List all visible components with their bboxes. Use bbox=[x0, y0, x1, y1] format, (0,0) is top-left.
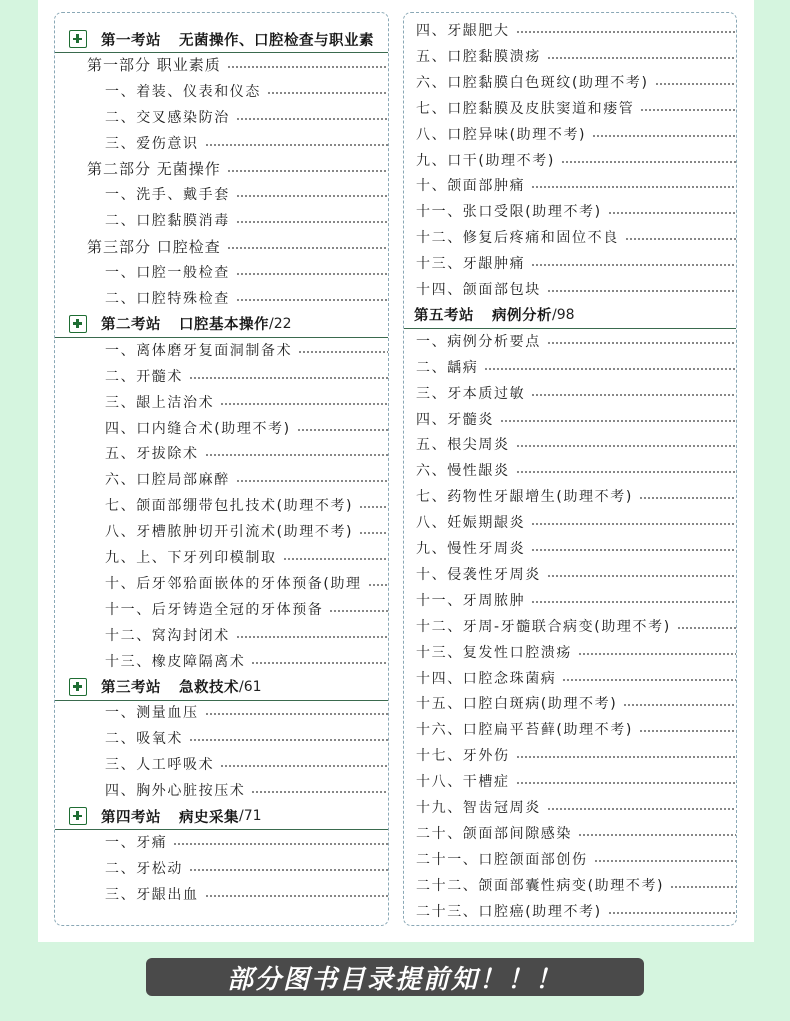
entry-label: 十九、智齿冠周炎 bbox=[416, 800, 541, 816]
entry-label: 十、后牙邻𬌗面嵌体的牙体预备(助理 bbox=[105, 575, 362, 592]
toc-entry-row[interactable] bbox=[55, 389, 388, 415]
entry-label: 十二、牙周-牙髓联合病变(助理不考) bbox=[416, 618, 671, 635]
leader-dots bbox=[251, 791, 388, 793]
toc-entry-row[interactable] bbox=[55, 440, 388, 466]
entry-label: 二十二、颌面部囊性病变(助理不考) bbox=[416, 877, 665, 894]
toc-entry-row[interactable] bbox=[55, 337, 388, 363]
plus-square-icon bbox=[69, 678, 87, 696]
plus-square-icon bbox=[69, 315, 87, 333]
entry-label: 二、开髓术 bbox=[105, 368, 183, 385]
entry-label: 四、胸外心脏按压术 bbox=[105, 783, 246, 800]
station-label: 第四考站 bbox=[101, 809, 161, 826]
station-header[interactable] bbox=[55, 311, 388, 338]
toc-entry-row[interactable] bbox=[55, 699, 388, 725]
leader-dots bbox=[547, 808, 736, 810]
entry-label: 十四、口腔念珠菌病 bbox=[416, 670, 557, 687]
leader-dots bbox=[189, 377, 388, 379]
entry-label: 七、颌面部绷带包扎技术(助理不考) bbox=[105, 498, 354, 515]
leader-dots bbox=[516, 31, 736, 33]
toc-entry-row[interactable] bbox=[404, 846, 736, 872]
toc-entry-row[interactable] bbox=[55, 881, 388, 907]
entry-label: 十一、牙周脓肿 bbox=[416, 592, 526, 609]
leader-dots bbox=[547, 57, 736, 59]
leader-dots bbox=[531, 523, 736, 525]
toc-entry-row[interactable] bbox=[55, 130, 388, 156]
toc-entry-row[interactable] bbox=[55, 596, 388, 622]
entry-label: 十五、口腔白斑病(助理不考) bbox=[416, 696, 618, 713]
station-title: 无菌操作、口腔检查与职业素 bbox=[179, 32, 374, 49]
toc-entry-row[interactable] bbox=[55, 259, 388, 285]
entry-label: 五、牙拔除术 bbox=[105, 446, 199, 463]
leader-dots bbox=[189, 739, 388, 741]
toc-part-row[interactable] bbox=[55, 233, 388, 259]
toc-entry-row[interactable] bbox=[404, 17, 736, 43]
entry-label: 九、上、下牙列印模制取 bbox=[105, 550, 277, 566]
toc-entry-row[interactable] bbox=[404, 147, 736, 173]
part-label: 第三部分 口腔检查 bbox=[87, 237, 221, 256]
toc-part-row[interactable] bbox=[55, 156, 388, 182]
leader-dots bbox=[531, 394, 736, 396]
station-label: 第一考站 bbox=[101, 32, 161, 49]
leader-dots bbox=[359, 532, 388, 534]
entry-label: 二、交叉感染防治 bbox=[105, 109, 230, 126]
toc-entry-row[interactable] bbox=[55, 415, 388, 441]
toc-entry-row[interactable] bbox=[404, 380, 736, 406]
toc-entry-row[interactable] bbox=[404, 820, 736, 846]
entry-label: 二十、颌面部间隙感染 bbox=[416, 825, 572, 842]
leader-dots bbox=[220, 765, 388, 767]
toc-entry-row[interactable] bbox=[404, 354, 736, 380]
leader-dots bbox=[205, 713, 388, 715]
entry-label: 五、口腔黏膜溃疡 bbox=[416, 48, 541, 65]
leader-dots bbox=[267, 92, 388, 94]
toc-entry-row[interactable] bbox=[404, 198, 736, 224]
entry-label: 八、妊娠期龈炎 bbox=[416, 515, 526, 532]
entry-label: 二、吸氧术 bbox=[105, 731, 183, 748]
entry-label: 十三、复发性口腔溃疡 bbox=[416, 644, 572, 661]
station-page-number: /61 bbox=[239, 678, 262, 695]
leader-dots bbox=[592, 135, 736, 137]
leader-dots bbox=[516, 756, 736, 758]
plus-square-icon bbox=[69, 30, 87, 48]
leader-dots bbox=[531, 549, 736, 551]
entry-label: 十、颌面部肿痛 bbox=[416, 178, 526, 195]
entry-label: 一、测量血压 bbox=[105, 705, 199, 722]
entry-label: 二、龋病 bbox=[416, 359, 479, 376]
toc-entry-row[interactable] bbox=[404, 250, 736, 276]
entry-label: 九、口干(助理不考) bbox=[416, 152, 555, 169]
leader-dots bbox=[236, 299, 388, 301]
entry-label: 十一、张口受限(助理不考) bbox=[416, 204, 602, 221]
station-label: 第二考站 bbox=[101, 317, 161, 334]
toc-left-column bbox=[54, 12, 389, 926]
leader-dots bbox=[578, 653, 736, 655]
entry-label: 四、牙髓炎 bbox=[416, 411, 494, 428]
leader-dots bbox=[189, 869, 388, 871]
toc-entry-row[interactable] bbox=[404, 561, 736, 587]
entry-label: 七、口腔黏膜及皮肤窦道和瘘管 bbox=[416, 100, 635, 117]
leader-dots bbox=[205, 895, 388, 897]
toc-entry-row[interactable] bbox=[55, 466, 388, 492]
leader-dots bbox=[677, 627, 736, 629]
leader-dots bbox=[562, 679, 736, 681]
entry-label: 二、牙松动 bbox=[105, 860, 183, 877]
plus-square-icon bbox=[69, 807, 87, 825]
station-header[interactable] bbox=[55, 26, 388, 53]
toc-entry-row[interactable] bbox=[55, 570, 388, 596]
entry-label: 五、根尖周炎 bbox=[416, 437, 510, 454]
leader-dots bbox=[236, 118, 388, 120]
entry-label: 二、口腔特殊检查 bbox=[105, 291, 230, 307]
entry-label: 二十三、口腔癌(助理不考) bbox=[416, 903, 602, 920]
toc-entry-row[interactable] bbox=[404, 43, 736, 69]
station-title: 病例分析 bbox=[492, 308, 552, 325]
toc-entry-row[interactable] bbox=[404, 742, 736, 768]
entry-label: 一、洗手、戴手套 bbox=[105, 187, 230, 204]
toc-entry-row[interactable] bbox=[404, 95, 736, 121]
entry-label: 一、牙痛 bbox=[105, 834, 168, 851]
leader-dots bbox=[578, 834, 736, 836]
station-title: 病史采集 bbox=[179, 809, 239, 826]
station-header[interactable] bbox=[55, 803, 388, 830]
leader-dots bbox=[594, 860, 736, 862]
leader-dots bbox=[500, 420, 736, 422]
leader-dots bbox=[670, 886, 736, 888]
entry-label: 三、爱伤意识 bbox=[105, 135, 199, 152]
entry-label: 二、口腔黏膜消毒 bbox=[105, 213, 230, 230]
toc-entry-row[interactable] bbox=[404, 716, 736, 742]
toc-entry-row[interactable] bbox=[55, 181, 388, 207]
leader-dots bbox=[236, 195, 388, 197]
leader-dots bbox=[516, 471, 736, 473]
toc-entry-row[interactable] bbox=[404, 224, 736, 250]
leader-dots bbox=[640, 109, 736, 111]
leader-dots bbox=[236, 480, 388, 482]
leader-dots bbox=[531, 601, 736, 603]
leader-dots bbox=[623, 704, 736, 706]
toc-entry-row[interactable] bbox=[404, 406, 736, 432]
leader-dots bbox=[625, 238, 736, 240]
entry-label: 一、着装、仪表和仪态 bbox=[105, 83, 261, 100]
entry-label: 三、牙本质过敏 bbox=[416, 385, 526, 402]
entry-label: 十七、牙外伤 bbox=[416, 748, 510, 765]
station-header[interactable] bbox=[55, 674, 388, 701]
entry-label: 六、慢性龈炎 bbox=[416, 463, 510, 480]
toc-entry-row[interactable] bbox=[404, 768, 736, 794]
station-label: 第五考站 bbox=[414, 308, 474, 325]
part-label: 第一部分 职业素质 bbox=[87, 56, 221, 75]
leader-dots bbox=[484, 368, 736, 370]
toc-entry-row[interactable] bbox=[55, 492, 388, 518]
leader-dots bbox=[329, 610, 388, 612]
toc-entry-row[interactable] bbox=[404, 328, 736, 354]
leader-dots bbox=[251, 662, 388, 664]
toc-entry-row[interactable] bbox=[404, 172, 736, 198]
toc-entry-row[interactable] bbox=[55, 363, 388, 389]
leader-dots bbox=[516, 445, 736, 447]
toc-entry-row[interactable] bbox=[55, 855, 388, 881]
preview-banner bbox=[146, 958, 644, 996]
station-label: 第三考站 bbox=[101, 680, 161, 696]
toc-entry-row[interactable] bbox=[404, 665, 736, 691]
toc-entry-row[interactable] bbox=[55, 829, 388, 855]
toc-entry-row[interactable] bbox=[55, 78, 388, 104]
toc-entry-row[interactable] bbox=[404, 431, 736, 457]
entry-label: 八、口腔异味(助理不考) bbox=[416, 126, 587, 143]
toc-entry-row[interactable] bbox=[55, 285, 388, 311]
leader-dots bbox=[516, 782, 736, 784]
toc-entry-row[interactable] bbox=[404, 483, 736, 509]
leader-dots bbox=[173, 843, 388, 845]
toc-entry-row[interactable] bbox=[404, 121, 736, 147]
entry-label: 一、口腔一般检查 bbox=[105, 265, 230, 282]
entry-label: 十四、颌面部包块 bbox=[416, 282, 541, 298]
leader-dots bbox=[227, 247, 388, 249]
leader-dots bbox=[205, 144, 388, 146]
toc-entry-row[interactable] bbox=[404, 587, 736, 613]
leader-dots bbox=[531, 264, 736, 266]
entry-label: 一、病例分析要点 bbox=[416, 333, 541, 350]
leader-dots bbox=[236, 636, 388, 638]
leader-dots bbox=[547, 290, 736, 292]
toc-entry-row[interactable] bbox=[55, 622, 388, 648]
entry-label: 十二、窝沟封闭术 bbox=[105, 627, 230, 644]
entry-label: 十一、后牙铸造全冠的牙体预备 bbox=[105, 601, 324, 618]
leader-dots bbox=[236, 221, 388, 223]
toc-entry-row[interactable] bbox=[55, 777, 388, 803]
station-page-number: /71 bbox=[239, 808, 262, 824]
entry-label: 十八、干槽症 bbox=[416, 774, 510, 791]
leader-dots bbox=[655, 83, 736, 85]
toc-entry-row[interactable] bbox=[404, 898, 736, 924]
toc-entry-row[interactable] bbox=[55, 544, 388, 570]
entry-label: 一、离体磨牙复面洞制备术 bbox=[105, 342, 293, 359]
leader-dots bbox=[298, 351, 388, 353]
leader-dots bbox=[531, 186, 736, 188]
leader-dots bbox=[227, 170, 388, 172]
entry-label: 六、口腔局部麻醉 bbox=[105, 472, 230, 489]
entry-label: 三、龈上洁治术 bbox=[105, 394, 215, 411]
entry-label: 三、人工呼吸术 bbox=[105, 757, 215, 774]
station-title: 口腔基本操作 bbox=[179, 317, 269, 334]
entry-label: 十三、牙龈肿痛 bbox=[416, 256, 526, 273]
entry-label: 十六、口腔扁平苔藓(助理不考) bbox=[416, 722, 633, 739]
toc-entry-row[interactable] bbox=[55, 648, 388, 674]
leader-dots bbox=[220, 403, 388, 405]
leader-dots bbox=[639, 497, 736, 499]
leader-dots bbox=[608, 212, 736, 214]
entry-label: 八、牙槽脓肿切开引流术(助理不考) bbox=[105, 524, 354, 541]
entry-label: 十三、橡皮障隔离术 bbox=[105, 653, 246, 670]
entry-label: 四、口内缝合术(助理不考) bbox=[105, 420, 291, 437]
toc-entry-row[interactable] bbox=[55, 751, 388, 777]
entry-label: 十二、修复后疼痛和固位不良 bbox=[416, 230, 619, 247]
entry-label: 二十一、口腔颌面部创伤 bbox=[416, 851, 588, 868]
leader-dots bbox=[608, 912, 736, 914]
leader-dots bbox=[283, 558, 388, 560]
entry-label: 三、牙龈出血 bbox=[105, 886, 199, 903]
toc-entry-row[interactable] bbox=[404, 535, 736, 561]
station-title: 急救技术 bbox=[179, 680, 239, 696]
entry-label: 四、牙龈肥大 bbox=[416, 23, 510, 39]
station-page-number: /22 bbox=[269, 315, 292, 332]
leader-dots bbox=[547, 342, 736, 344]
leader-dots bbox=[205, 454, 388, 456]
toc-entry-row[interactable] bbox=[55, 725, 388, 751]
station-header[interactable] bbox=[404, 302, 736, 329]
toc-entry-row[interactable] bbox=[55, 104, 388, 130]
toc-entry-row[interactable] bbox=[55, 207, 388, 233]
station-page-number: /98 bbox=[552, 306, 575, 323]
entry-label: 六、口腔黏膜白色斑纹(助理不考) bbox=[416, 74, 649, 91]
leader-dots bbox=[561, 161, 736, 163]
leader-dots bbox=[227, 66, 388, 68]
leader-dots bbox=[359, 506, 388, 508]
leader-dots bbox=[368, 584, 388, 586]
leader-dots bbox=[236, 273, 388, 275]
leader-dots bbox=[639, 730, 736, 732]
leader-dots bbox=[297, 429, 388, 431]
entry-label: 十、侵袭性牙周炎 bbox=[416, 566, 541, 583]
toc-entry-row[interactable] bbox=[404, 690, 736, 716]
toc-right-column bbox=[403, 12, 737, 926]
entry-label: 七、药物性牙龈增生(助理不考) bbox=[416, 489, 633, 506]
entry-label: 九、慢性牙周炎 bbox=[416, 541, 526, 557]
toc-entry-row[interactable] bbox=[404, 872, 736, 898]
leader-dots bbox=[547, 575, 736, 577]
toc-entry-row[interactable] bbox=[404, 69, 736, 95]
toc-entry-row[interactable] bbox=[404, 794, 736, 820]
toc-entry-row[interactable] bbox=[404, 509, 736, 535]
toc-entry-row[interactable] bbox=[404, 276, 736, 302]
toc-entry-row[interactable] bbox=[55, 518, 388, 544]
toc-entry-row[interactable] bbox=[404, 457, 736, 483]
toc-entry-row[interactable] bbox=[404, 613, 736, 639]
toc-part-row[interactable] bbox=[55, 52, 388, 78]
part-label: 第二部分 无菌操作 bbox=[87, 160, 221, 178]
toc-entry-row[interactable] bbox=[404, 639, 736, 665]
banner-text: 部分图书目录提前知！！！ bbox=[226, 964, 563, 995]
